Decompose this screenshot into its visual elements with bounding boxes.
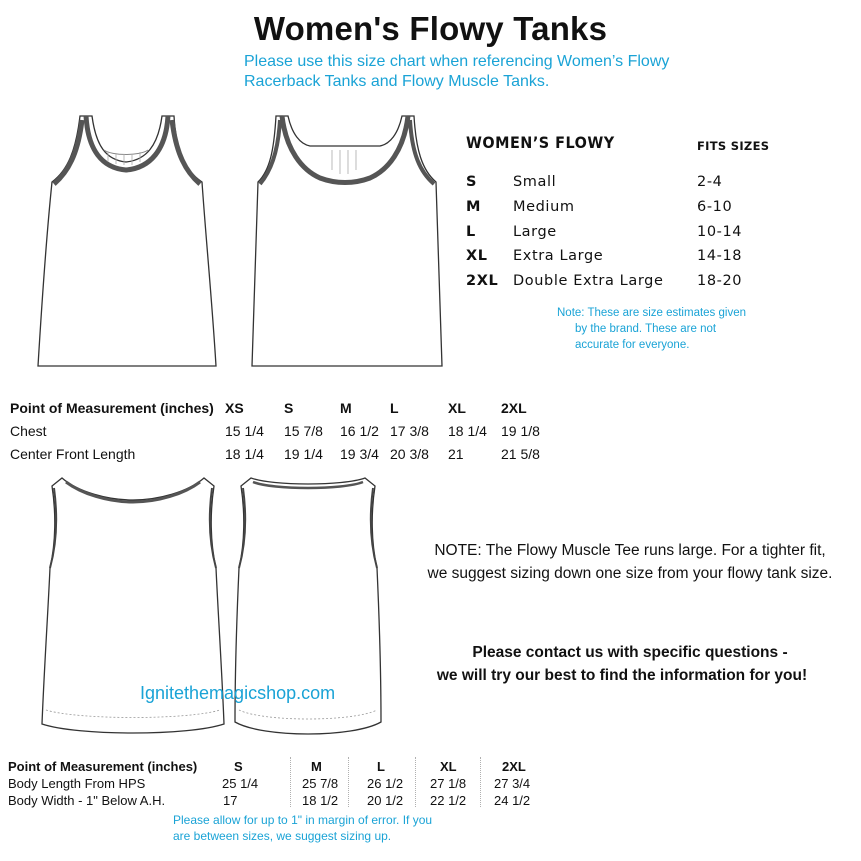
size-key-row: M Medium 6-10: [466, 199, 733, 215]
table-cell: 19 3/4: [340, 446, 379, 462]
tank-front-illustration: [20, 110, 230, 375]
table-header-label: Point of Measurement (inches): [10, 400, 214, 416]
table-cell: 20 3/8: [390, 446, 429, 462]
table-header-size: 2XL: [501, 400, 527, 416]
table-cell: 17 3/8: [390, 423, 429, 439]
muscle-tee-back-illustration: [233, 472, 383, 752]
table-cell: 18 1/2: [302, 793, 339, 808]
size-key-row: S Small 2-4: [466, 174, 723, 190]
table-cell: 27 3/4: [494, 776, 531, 791]
size-estimate-note: Note: These are size estimates given by the brand. These are not accurate for everyone.: [557, 307, 746, 351]
table-header-size: M: [311, 759, 322, 774]
table-header-size: S: [284, 400, 294, 416]
table-header-size: L: [377, 759, 385, 774]
table-row-label: Body Length From HPS: [8, 776, 146, 791]
size-key-heading: WOMEN’S FLOWY: [466, 133, 615, 152]
table-cell: 19 1/8: [501, 423, 540, 439]
table-row-label: Chest: [10, 423, 47, 439]
table-cell: 25 1/4: [222, 776, 259, 791]
table-header-size: S: [234, 759, 243, 774]
table-cell: 17: [223, 793, 238, 808]
column-divider: [480, 757, 481, 807]
table-cell: 20 1/2: [367, 793, 404, 808]
error-margin-note: Please allow for up to 1" in margin of error. If you are between sizes, we suggest sizing up.: [173, 813, 433, 843]
table-row-label: Center Front Length: [10, 446, 136, 462]
table-cell: 15 1/4: [225, 423, 264, 439]
table-cell: 15 7/8: [284, 423, 323, 439]
column-divider: [290, 757, 291, 807]
table-header-label: Point of Measurement (inches): [8, 759, 198, 774]
column-divider: [415, 757, 416, 807]
shop-watermark: Ignitethemagicshop.com: [140, 683, 336, 703]
size-key-row: 2XL Double Extra Large 18-20: [466, 273, 743, 289]
size-key-row: L Large 10-14: [466, 224, 743, 240]
table-header-size: M: [340, 400, 352, 416]
table-header-size: L: [390, 400, 399, 416]
page-title: Women's Flowy Tanks: [253, 10, 608, 47]
table-cell: 16 1/2: [340, 423, 379, 439]
table-cell: 18 1/4: [448, 423, 487, 439]
table-header-size: 2XL: [502, 759, 526, 774]
table-cell: 24 1/2: [494, 793, 531, 808]
table-cell: 26 1/2: [367, 776, 404, 791]
muscle-tee-front-illustration: [38, 472, 228, 752]
column-divider: [348, 757, 349, 807]
table-cell: 25 7/8: [302, 776, 339, 791]
table-header-size: XL: [448, 400, 466, 416]
table-cell: 22 1/2: [430, 793, 467, 808]
table-cell: 19 1/4: [284, 446, 323, 462]
intro-text: Please use this size chart when referencing Women’s Flowy Racerback Tanks and Flowy Muscle Tanks.: [244, 53, 670, 90]
table-header-size: XL: [440, 759, 457, 774]
size-key-row: XL Extra Large 14-18: [466, 248, 743, 264]
fits-sizes-heading: FITS SIZES: [697, 139, 770, 153]
tank-back-illustration: [240, 110, 450, 375]
table-cell: 27 1/8: [430, 776, 467, 791]
table-cell: 21: [448, 446, 464, 462]
muscle-tee-note: NOTE: The Flowy Muscle Tee runs large. For a tighter fit, we suggest sizing down one size from your flowy tank size.: [427, 542, 833, 582]
table-header-size: XS: [225, 400, 244, 416]
table-row-label: Body Width - 1" Below A.H.: [8, 793, 166, 808]
table-cell: 18 1/4: [225, 446, 264, 462]
table-cell: 21 5/8: [501, 446, 540, 462]
contact-message: Please contact us with specific questions - we will try our best to find the information for you!: [436, 644, 808, 684]
